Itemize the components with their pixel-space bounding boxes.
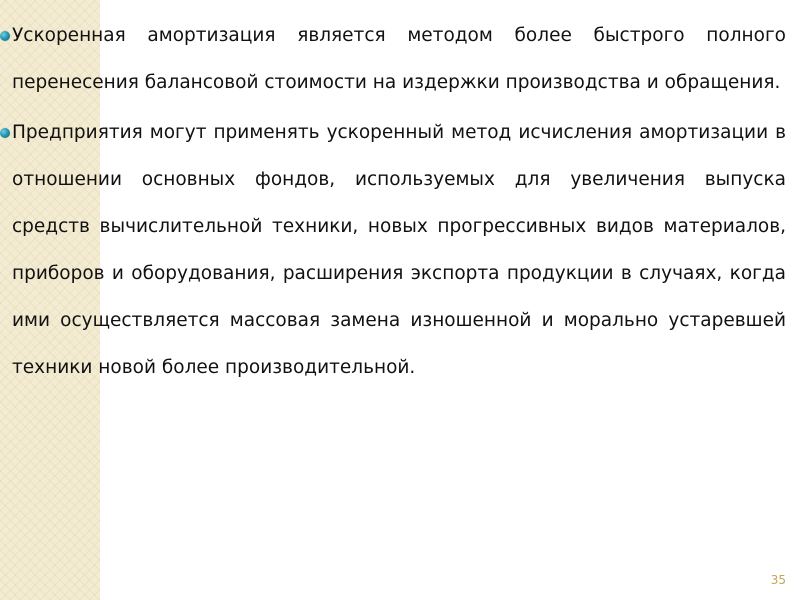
- page-number: 35: [770, 573, 786, 587]
- bullet-paragraph-1: [0, 12, 786, 106]
- bullet-text-1: Ускоренная амортизация является методом более быстрого полного перенесения балансовой стоимости на издержки производства и обращения.: [12, 25, 786, 93]
- bullet-text-2: Предприятия могут применять ускоренный метод исчисления амортизации в отношении основных фондов, используемых для увеличения выпуска средств вычислительной техники, новых прогрессивных видов материалов, приборов и оборудования, расширения экспорта продукции в случаях, когда ими осуществляется массовая замена изношенной и морально устаревшей техники новой более производительной.: [12, 122, 786, 378]
- slide-content: [0, 12, 786, 391]
- bullet-dot-icon: [0, 128, 10, 138]
- bullet-dot-icon: [0, 31, 10, 41]
- bullet-paragraph-2: [0, 109, 786, 391]
